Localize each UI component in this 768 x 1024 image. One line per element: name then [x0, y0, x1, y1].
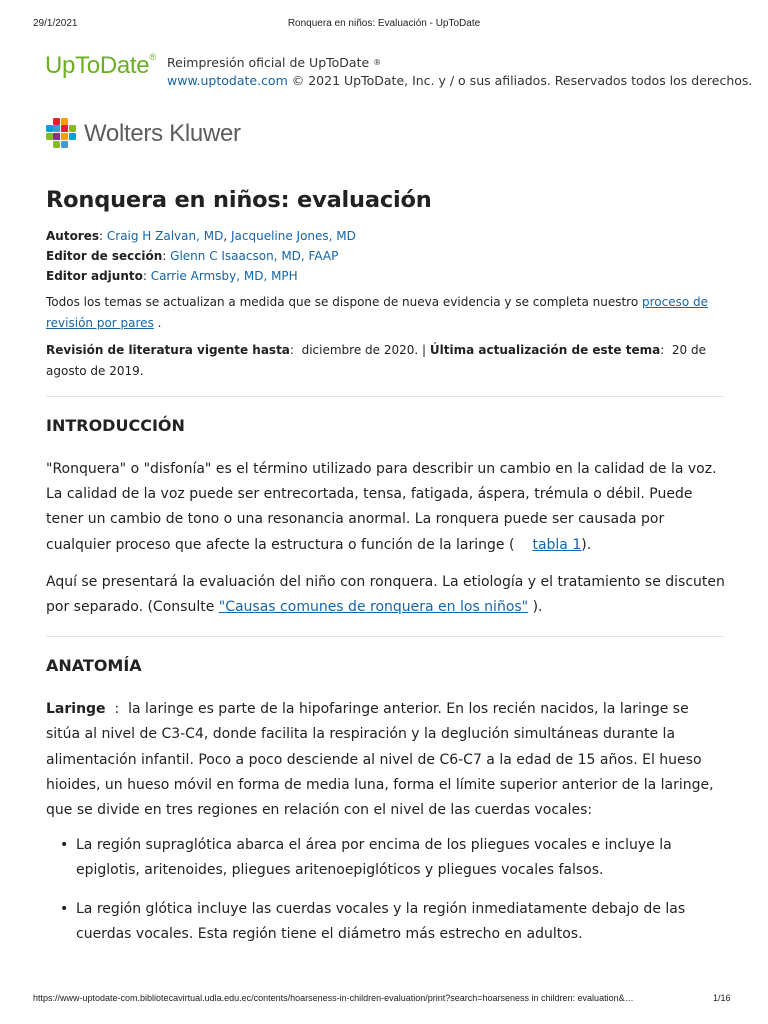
intro-p2-text: Aquí se presentará la evaluación del niño con ronquera. La etiología y el tratamiento se discuten por separado. (Consulte	[46, 573, 725, 616]
peer-review-link[interactable]: proceso de revisión por pares	[46, 295, 709, 330]
uptodate-logo[interactable]	[45, 52, 156, 80]
article-title: Ronquera en niños: evaluación	[46, 187, 432, 213]
authors-row: Autores: Craig H Zalvan, MD, Jacqueline Jones, MD	[46, 229, 356, 243]
reprint-notice	[167, 54, 752, 90]
deputy-editor-link[interactable]: Carrie Armsby, MD, MPH	[150, 269, 298, 283]
print-date: 29/1/2021	[33, 18, 78, 29]
intro-p1-end: ).	[581, 536, 592, 553]
print-url: https://www-uptodate-com.bibliotecavirtual.udla.edu.ec/contents/hoarseness-in-children-evaluation/print?search=hoarseness in children: evaluation&…	[33, 993, 634, 1003]
section-divider	[46, 396, 724, 397]
wolters-kluwer-text: Wolters Kluwer	[84, 120, 241, 147]
update-notice	[46, 292, 726, 334]
review-separator: |	[422, 343, 427, 357]
review-dates: Revisión de literatura vigente hasta: diciembre de 2020. | Última actualización de este tema: 20 de agosto de 2019.	[46, 343, 706, 378]
intro-paragraph-1	[46, 457, 726, 558]
update-notice-end: .	[157, 316, 162, 330]
section-editor-row: Editor de sección: Glenn C Isaacson, MD, FAAP	[46, 249, 339, 263]
article-content	[46, 180, 726, 960]
list-item-text: La región glótica incluye las cuerdas vocales y la región inmediatamente debajo de las cuerdas vocales. Esta región tiene el diámetro más estrecho en adultos.	[76, 900, 686, 942]
section-divider	[46, 636, 724, 637]
deputy-editor-row: Editor adjunto: Carrie Armsby, MD, MPH	[46, 269, 298, 283]
authors-label: Autores	[46, 229, 100, 243]
table-1-link[interactable]: tabla 1	[532, 536, 582, 553]
lit-review-value: diciembre de 2020.	[301, 343, 419, 357]
larynx-regions-list	[46, 833, 726, 947]
brand-header	[45, 52, 753, 92]
anatomy-heading: ANATOMÍA	[46, 656, 142, 676]
copyright-text: © 2021 UpToDate, Inc. y / o sus afiliados. Reservados todos los derechos.	[291, 73, 753, 88]
wolters-kluwer-mosaic-icon	[45, 117, 77, 149]
print-footer	[0, 993, 768, 1007]
registered-mark: ®	[149, 52, 156, 62]
intro-heading: INTRODUCCIÓN	[46, 416, 185, 435]
anatomy-term-sep: :	[114, 701, 120, 718]
reprint-text: Reimpresión oficial de UpToDate	[167, 55, 370, 70]
page-number: 1/16	[713, 993, 731, 1003]
list-item	[46, 833, 726, 883]
print-page-title: Ronquera en niños: Evaluación - UpToDate	[287, 18, 481, 29]
print-header	[0, 18, 768, 32]
anatomy-p1-text: la laringe es parte de la hipofaringe anterior. En los recién nacidos, la laringe se sitúa al nivel de C3-C4, donde facilita la respiración y la deglución simultáneas durante la alimentación infantil. Poco a poco desciende al nivel de C6-C7 a la edad de 15 años. El hueso hioides, un hueso móvil en forma de media luna, forma el límite superior anterior de la laringe, que se divide en tres regiones en relación con el nivel de las cuerdas vocales:	[46, 701, 714, 819]
author-link[interactable]: Craig H Zalvan, MD	[106, 229, 224, 243]
last-update-label: Última actualización de este tema	[429, 343, 661, 357]
intro-p2-end: ).	[532, 599, 543, 616]
lit-review-label: Revisión de literatura vigente hasta	[46, 343, 290, 357]
list-item-text: La región supraglótica abarca el área por encima de los pliegues vocales e incluye la epiglotis, aritenoides, pliegues aritenoepiglóticos y pliegues vocales falsos.	[76, 837, 672, 879]
uptodate-site-link[interactable]: www.uptodate.com	[167, 73, 288, 88]
intro-paragraph-2	[46, 570, 726, 620]
author-link[interactable]: Jacqueline Jones, MD	[230, 229, 356, 243]
bullet-icon: •	[60, 900, 69, 917]
reprint-registered-mark: ®	[373, 58, 382, 67]
section-editor-link[interactable]: Glenn C Isaacson, MD, FAAP	[170, 249, 339, 263]
section-editor-label: Editor de sección	[46, 249, 163, 263]
uptodate-logo-text: UpToDate	[45, 52, 150, 79]
deputy-editor-label: Editor adjunto	[46, 269, 143, 283]
update-notice-text: Todos los temas se actualizan a medida que se dispone de nueva evidencia y se completa nuestro	[46, 295, 639, 309]
causes-link[interactable]: "Causas comunes de ronquera en los niños"	[218, 599, 529, 616]
intro-p1-text: "Ronquera" o "disfonía" es el término utilizado para describir un cambio en la calidad de la voz. La calidad de la voz puede ser entrecortada, tensa, fatigada, áspera, trémula o débil. Puede tener un cambio de tono o una resonancia anormal. La ronquera puede ser causada por cualquier proceso que afecte la estructura o función de la laringe (	[46, 461, 717, 553]
bullet-icon: •	[60, 837, 69, 854]
last-update-value: 20 de agosto de 2019.	[46, 343, 706, 378]
anatomy-paragraph	[46, 697, 726, 823]
list-item	[46, 897, 726, 947]
article-meta	[46, 226, 726, 286]
anatomy-term: Laringe	[46, 701, 106, 718]
